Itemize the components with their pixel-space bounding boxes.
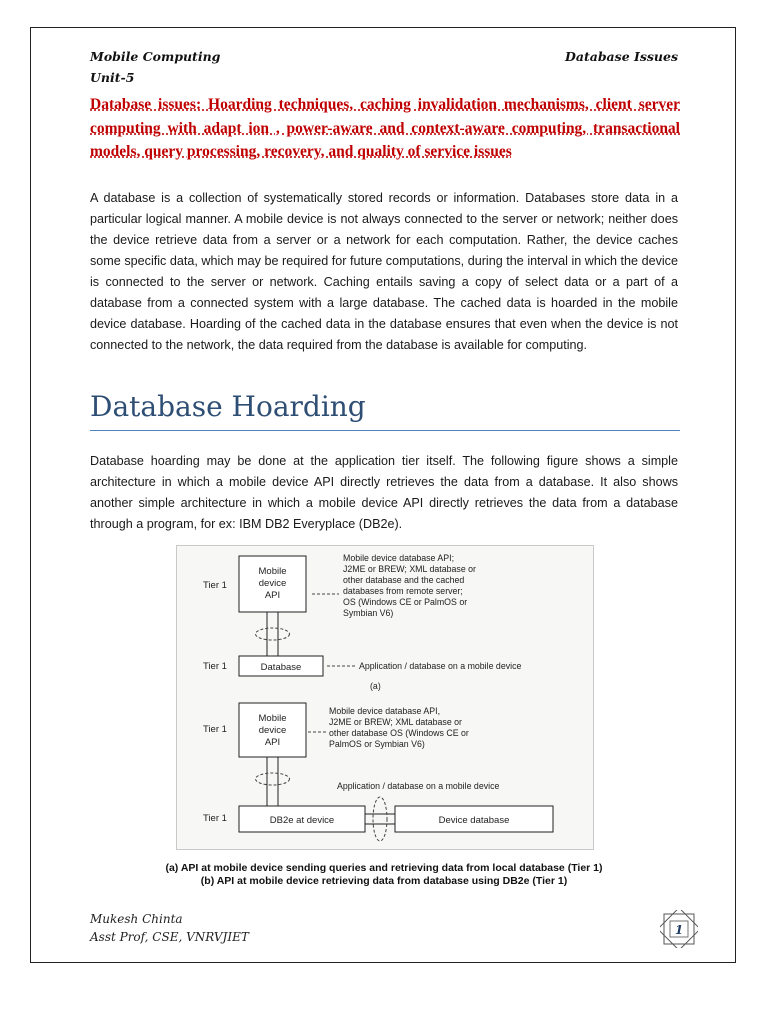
- fig-a-db-note: Application / database on a mobile device: [359, 661, 522, 671]
- section-divider: [90, 430, 680, 431]
- header-unit: Unit-5: [90, 70, 135, 85]
- header-topic: Database Issues: [565, 49, 678, 64]
- architecture-figure: [176, 545, 594, 850]
- fig-a-api-note-l6: Symbian V6): [343, 608, 394, 618]
- fig-b-api-line2: device: [258, 725, 287, 736]
- page-badge-ornament: [660, 910, 698, 948]
- fig-a-api-note-l2: J2ME or BREW; XML database or: [343, 564, 476, 574]
- caption-line-1: (a) API at mobile device sending queries and retrieving data from local database (Tier 1): [165, 862, 603, 874]
- fig-b-link-ellipse: [256, 773, 290, 785]
- fig-b-device-db-label: Device database: [438, 815, 510, 826]
- section-title: Database Hoarding: [90, 390, 366, 423]
- page-number: 1: [674, 923, 684, 937]
- fig-a-api-note-l5: OS (Windows CE or PalmOS or: [343, 597, 468, 607]
- fig-b-db2e-label: DB2e at device: [269, 815, 335, 826]
- fig-a-label: (a): [370, 681, 381, 691]
- fig-b-api-line3: API: [264, 737, 281, 748]
- fig-a-link-ellipse: [256, 628, 290, 640]
- fig-b-tier-top: Tier 1: [203, 724, 227, 735]
- caption-line-2: (b) API at mobile device retrieving data from database using DB2e (Tier 1): [200, 875, 568, 887]
- fig-a-api-note-l3: other database and the cached: [343, 575, 465, 585]
- fig-b-api-note-l3: other database OS (Windows CE or: [329, 728, 469, 738]
- fig-a-api-line3: API: [264, 590, 281, 601]
- fig-b-api-line1: Mobile: [258, 713, 287, 724]
- footer-designation: Asst Prof, CSE, VNRVJIET: [90, 930, 249, 944]
- fig-b-app-note: Application / database on a mobile device: [337, 781, 500, 791]
- fig-b-api-note: [329, 706, 469, 749]
- fig-b-api-note-l4: PalmOS or Symbian V6): [329, 739, 425, 749]
- fig-a-api-note-l1: Mobile device database API;: [343, 553, 455, 563]
- header-course-title: Mobile Computing: [90, 49, 221, 64]
- fig-b-api-note-l1: Mobile device database API,: [329, 706, 441, 716]
- page-number-badge: [660, 910, 698, 948]
- topic-heading-text: Database issues: Hoarding techniques, caching invalidation mechanisms, client server computing with adapt ion , power-aware and context-aware computing, transactional models, query processing, recovery, and quality of service issues: [90, 96, 680, 160]
- fig-a-api-note: [343, 553, 476, 618]
- fig-a-api-note-l4: databases from remote server;: [343, 586, 463, 596]
- section-paragraph: Database hoarding may be done at the application tier itself. The following figure shows a simple architecture in which a mobile device API directly retrieves the data from a database. It also shows another simple architecture in which a mobile device API directly retrieves the data from a database through a program, for ex: IBM DB2 Everyplace (DB2e).: [90, 454, 678, 531]
- fig-b-api-note-l2: J2ME or BREW; XML database or: [329, 717, 462, 727]
- fig-a-tier-top: Tier 1: [203, 580, 227, 591]
- topic-heading: [90, 93, 680, 164]
- footer-author: Mukesh Chinta: [90, 912, 183, 926]
- fig-a-api-line2: device: [258, 578, 287, 589]
- intro-paragraph: A database is a collection of systematically stored records or information. Databases store data in a particular logical manner. A mobile device is not always connected to the server or network; neither does the device retrieve data from a server or a network for each computation. Rather, the device caches some specific data, which may be required for future computations, during the interval in which the device is connected to the server or network. Caching entails saving a copy of select data or a part of a database from a connected system with a large database. The cached data is hoarded in the mobile device database. Hoarding of the cached data in the database ensures that even when the device is not connected to the network, the data required from the database is available for computing.: [90, 191, 678, 352]
- fig-b-tier-bottom: Tier 1: [203, 813, 227, 824]
- figure-caption: [90, 862, 678, 888]
- fig-b-link-ellipse-2: [373, 797, 387, 841]
- fig-a-api-line1: Mobile: [258, 566, 287, 577]
- fig-a-db-label: Database: [260, 662, 302, 673]
- fig-a-tier-bottom: Tier 1: [203, 661, 227, 672]
